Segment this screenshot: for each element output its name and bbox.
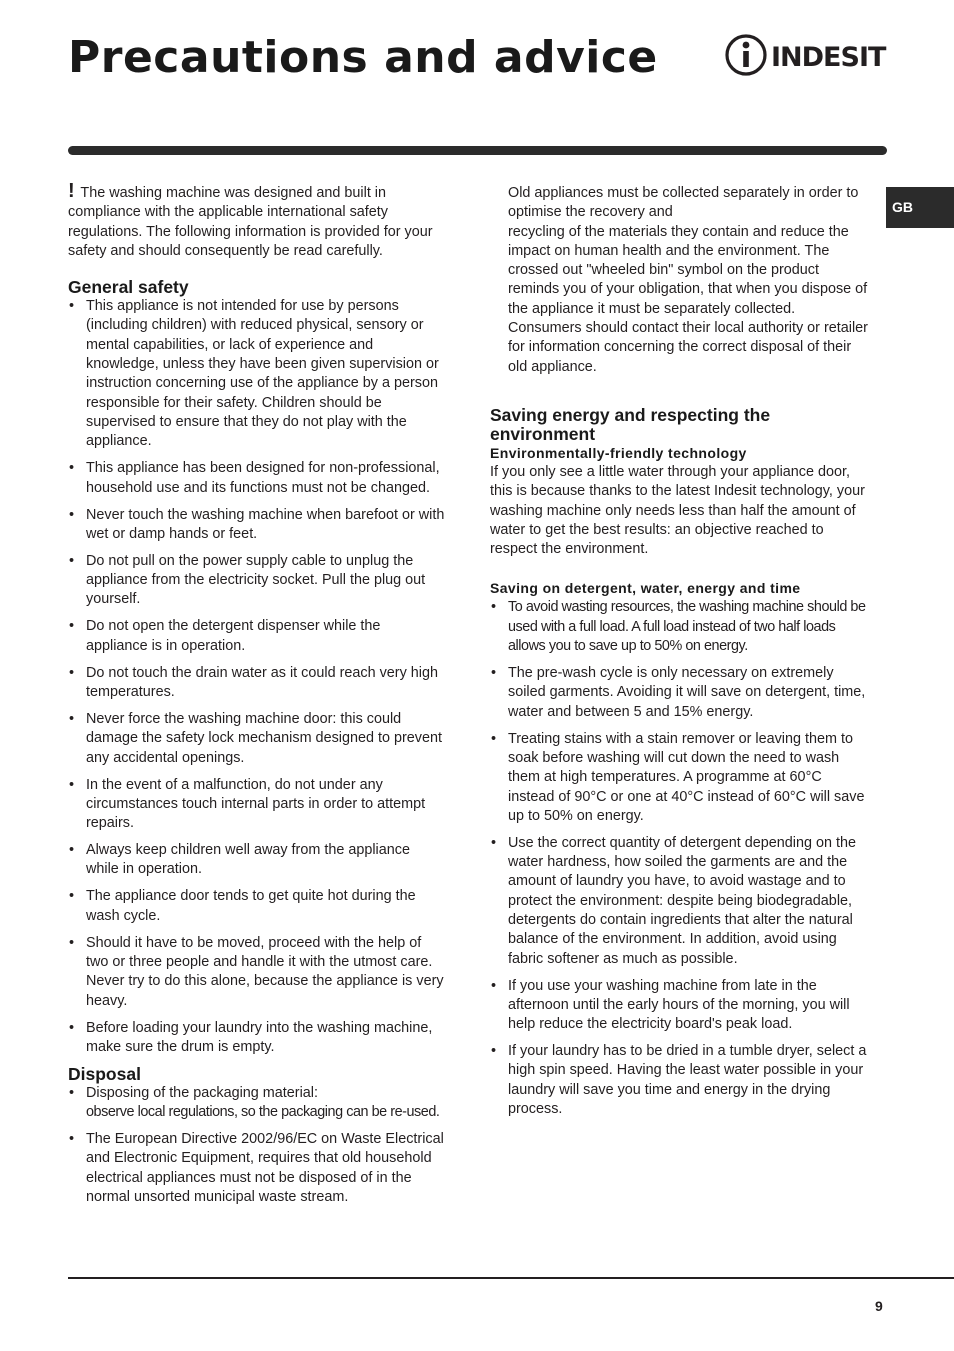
footer-divider	[68, 1277, 954, 1279]
list-item: • If you use your washing machine from late in the afternoon until the early hours of the morning, you will help reduce the electricity board's peak load.	[490, 977, 868, 1035]
packaging-note: observe local regulations, so the packaging can be re-used.	[86, 1104, 440, 1121]
left-column	[68, 180, 446, 1215]
disposal-continued	[490, 184, 868, 377]
intro-text: The washing machine was designed and built in compliance with the applicable international safety regulations. The following information is provided for your safety and should consequently be read carefully.	[68, 185, 433, 259]
right-column	[490, 184, 868, 1127]
general-safety-heading: General safety	[68, 277, 189, 298]
list-item: • This appliance has been designed for non-professional, household use and its functions must not be changed.	[68, 459, 446, 498]
page-title: Precautions and advice	[68, 32, 658, 83]
disposal-list	[68, 1084, 446, 1207]
packaging-title: Disposing of the packaging material:	[86, 1084, 318, 1101]
title-divider	[68, 146, 887, 155]
saving-subheading: Saving on detergent, water, energy and time	[490, 580, 801, 597]
list-item: • Do not pull on the power supply cable to unplug the appliance from the electricity socket. Pull the plug out yourself.	[68, 552, 446, 610]
page-number: 9	[875, 1298, 883, 1314]
list-item: • Should it have to be moved, proceed with the help of two or three people and handle it with the utmost care. Never try to do this alone, because the appliance is very heavy.	[68, 934, 446, 1011]
list-item: • Do not touch the drain water as it could reach very high temperatures.	[68, 664, 446, 703]
list-item: • The European Directive 2002/96/EC on Waste Electrical and Electronic Equipment, requires that old household electrical appliances must not be disposed of in the normal unsorted municipal waste stream.	[68, 1130, 446, 1207]
disposal-heading: Disposal	[68, 1063, 141, 1084]
list-item: • This appliance is not intended for use by persons (including children) with reduced physical, sensory or mental capabilities, or lack of experience and knowledge, unless they have been given supervision or instruction concerning use of the appliance by a person responsible for their safety. Children should be supervised to ensure that they do not play with the appliance.	[68, 297, 446, 451]
general-safety-list	[68, 297, 446, 1057]
list-item: • Never force the washing machine door: this could damage the safety lock mechanism designed to prevent any accidental openings.	[68, 710, 446, 768]
list-item: • The appliance door tends to get quite hot during the wash cycle.	[68, 887, 446, 926]
language-tab: GB	[886, 187, 954, 228]
svg-text:INDESIT: INDESIT	[771, 42, 886, 73]
eco-technology-text: If you only see a little water through your appliance door, this is because thanks to the latest Indesit technology, your washing machine only needs less than half the amount of water to get the best results: an objective reached to respect the environment.	[490, 463, 865, 558]
intro-paragraph	[68, 180, 446, 261]
list-item: • Do not open the detergent dispenser while the appliance is in operation.	[68, 617, 446, 656]
eco-technology-subheading: Environmentally-friendly technology	[490, 444, 747, 461]
list-item: • Treating stains with a stain remover or leaving them to soak before washing will cut down the need to wash them at high temperatures. A programme at 60°C instead of 90°C or one at 40°C instead of 60°C will save up to 50% on energy.	[490, 730, 868, 826]
saving-energy-heading: Saving energy and respecting the environment	[490, 404, 771, 444]
list-item: • Use the correct quantity of detergent depending on the water hardness, how soiled the garments are and the amount of laundry you have, to avoid wastage and to protect the environment: despite being biodegradable, detergents do contain ingredients that alter the natural balance of the environment. In addition, avoid using fabric softener as much as possible.	[490, 834, 868, 969]
list-item: • Before loading your laundry into the washing machine, make sure the drum is empty.	[68, 1019, 446, 1058]
list-item: • Always keep children well away from the appliance while in operation.	[68, 841, 446, 880]
list-item	[68, 1084, 446, 1123]
disposal-continued-line: Old appliances must be collected separately in order to optimise the recovery and	[508, 185, 859, 221]
list-item: • To avoid wasting resources, the washing machine should be used with a full load. A full load instead of two half loads allows you to save up to 50% on energy.	[490, 598, 868, 656]
list-item: • If your laundry has to be dried in a tumble dryer, select a high spin speed. Having the least water possible in your laundry will save you time and energy in the drying process.	[490, 1042, 868, 1119]
list-item: • Never touch the washing machine when barefoot or with wet or damp hands or feet.	[68, 506, 446, 545]
warning-mark: !	[68, 180, 75, 202]
list-item: • The pre-wash cycle is only necessary on extremely soiled garments. Avoiding it will save on detergent, time, water and between 5 and 15% energy.	[490, 664, 868, 722]
indesit-logo	[724, 33, 888, 77]
disposal-consumers-text: Consumers should contact their local authority or retailer for information concerning the correct disposal of their old appliance.	[508, 320, 868, 375]
disposal-continued-text: recycling of the materials they contain and reduce the impact on human health and the environment. The crossed out "wheeled bin" symbol on the product reminds you of your obligation, that when you dispose of the appliance it must be separately collected.	[508, 223, 868, 317]
saving-list	[490, 598, 868, 1119]
list-item: • In the event of a malfunction, do not under any circumstances touch internal parts in order to attempt repairs.	[68, 776, 446, 834]
